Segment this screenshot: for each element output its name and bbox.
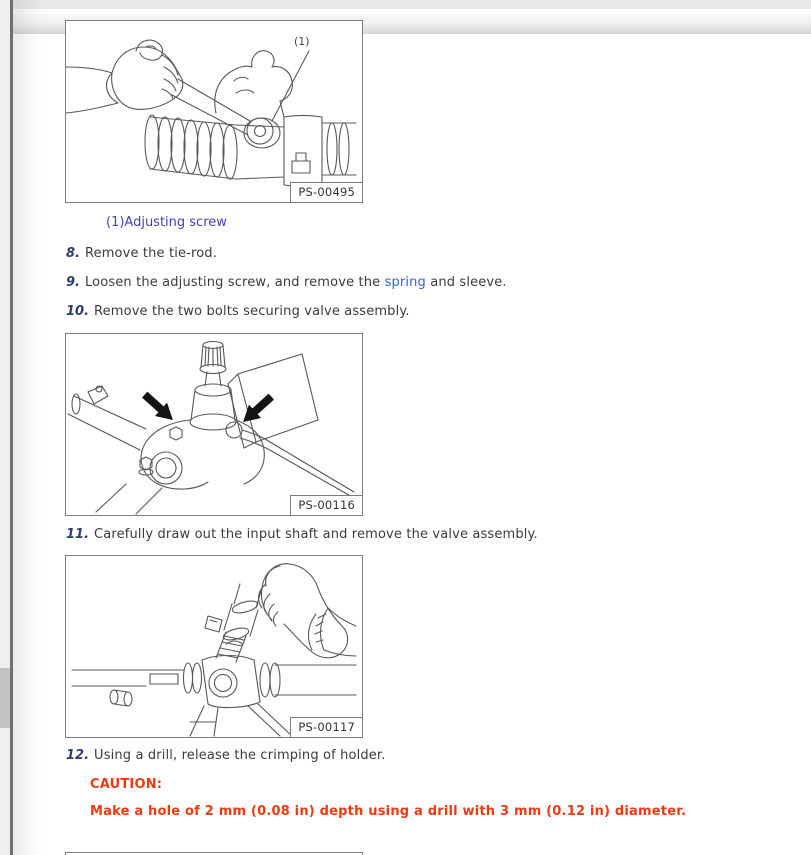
left-page-shadow: [13, 0, 43, 855]
figure-code-label: PS-00495: [290, 182, 362, 202]
illustration-shaft-removal: [66, 556, 362, 737]
figure-code-label: PS-00117: [290, 717, 362, 737]
step-number: 12.: [66, 748, 90, 763]
illustration-valve-bolts: [66, 334, 362, 515]
step-text: Carefully draw out the input shaft and remove the valve assembly.: [94, 527, 538, 542]
spring-link[interactable]: spring: [384, 275, 426, 290]
figure-code-label: PS-00116: [290, 495, 362, 515]
step-number: 8.: [66, 246, 80, 261]
figure-ps-00117: [65, 555, 363, 738]
caution-heading: CAUTION:: [90, 777, 163, 792]
figure-ps-00116: [65, 333, 363, 516]
step-9: [66, 275, 507, 290]
callout-1-label: (1): [294, 35, 310, 48]
caption-adjusting-screw: (1)Adjusting screw: [106, 215, 227, 230]
step-number: 9.: [66, 275, 80, 290]
step-number: 10.: [66, 304, 90, 319]
step-10: [66, 304, 410, 319]
top-toolbar-edge: [0, 0, 811, 9]
step-text: and sleeve.: [425, 275, 507, 290]
step-text: Remove the tie-rod.: [84, 246, 217, 261]
bolt-arrow-left: [139, 388, 179, 427]
step-text: Loosen the adjusting screw, and remove the: [84, 275, 385, 290]
step-8: [66, 246, 217, 261]
step-text: Using a drill, release the crimping of holder.: [94, 748, 386, 763]
step-text: Remove the two bolts securing valve assembly.: [94, 304, 410, 319]
caution-body: Make a hole of 2 mm (0.08 in) depth using a drill with 3 mm (0.12 in) diameter.: [90, 804, 687, 819]
step-number: 11.: [66, 527, 90, 542]
step-12: [66, 748, 386, 763]
figure-ps-00495: [65, 20, 363, 203]
left-divider-line: [10, 0, 13, 855]
left-scrollbar-thumb[interactable]: [0, 668, 10, 728]
step-11: [66, 527, 538, 542]
illustration-adjusting-screw: [66, 21, 362, 202]
